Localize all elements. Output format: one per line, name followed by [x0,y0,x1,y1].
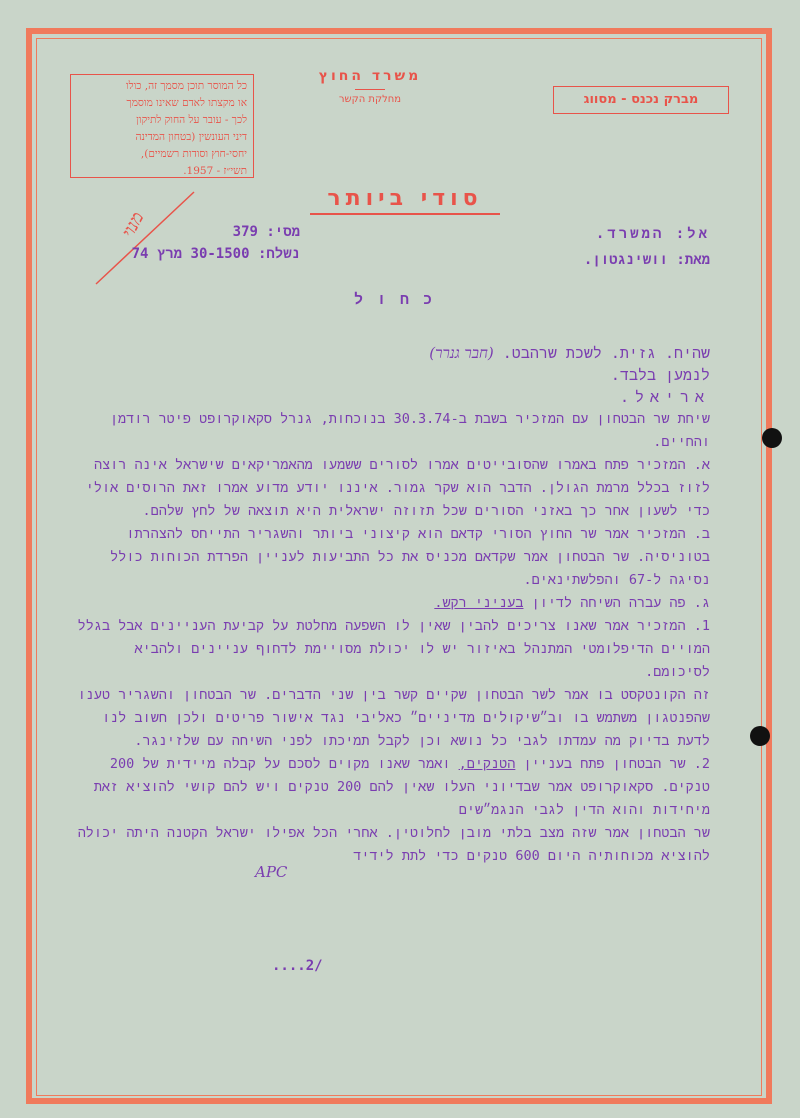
ministry-header [300,68,440,105]
distribution-block [429,342,710,408]
body-text-span: 2. שר הבטחון פתח בעניין [523,756,710,772]
distribution-line: לנמען בלבד. [610,366,710,384]
ministry-divider [355,89,385,90]
from-field: מאת: וושינגטון. [583,252,710,268]
legal-notice-line: דיני העונשין (בטחון המדינה [135,131,247,143]
classification-title: סודי ביותר [310,186,500,215]
distribution-typed: שהיח. גזית. לשכת שרהבט. [502,344,710,362]
legal-notice-line: לכך - עובר על החוק לתיקון [136,114,247,126]
cable-body [68,408,710,868]
body-text-span: ג. פה עברה השיחה לדיון [531,595,710,611]
body-paragraph [68,592,710,615]
handwritten-apc-note: APC [255,863,288,881]
underlined-term: הטנקים, [458,756,516,772]
body-paragraph: ב. המזכיר אמר שר החוץ הסורי קדאם הוא קיצוני ביותר והשגריר התייחס להצהרתו בטוניסיה. שר הבטחון אמר שקדאם מכניס את כל התביעות לעניין הפרדת הכוחות כולל נסיגה ל-67 והפלשתינאים. [110,526,710,588]
distribution-handwritten: (חבר גנרר) [429,344,494,362]
message-number: מסי: 379 [232,224,300,240]
underlined-term: בעניני רקש. [434,595,524,611]
distribution-line [429,342,710,364]
legal-notice-line: כל המוסר תוכן מסמך זה, כולו [125,80,247,92]
handwritten-mark-text: מנוי [117,208,149,242]
sent-timestamp: נשלח: 30-1500 מרץ 74 [131,246,300,262]
body-paragraph [68,753,710,822]
cable-type-box: מברק נכנס - מסווג [553,86,729,114]
priority-level: כחול [353,290,446,308]
legal-notice-box [70,74,254,178]
body-text-span: ואמר שאנו מקוים לסכם על קבלה מיידית של 200 טנקים. סקאוקרופט אמר שבדיוני העלו שאין להם 200 טנקים ויש להם קושי להוציא זאת מיחידות והוא הדין לגבי הנגמ״שים [93,756,710,818]
punch-hole [762,428,782,448]
legal-notice-line: יחסי-חוץ וסודות רשמיים), [140,148,247,160]
body-paragraph: א. המזכיר פתח באמרו שהסובייטים אמרו לסורים ששמעו מהאמריקאים שישראל אינה רוצה לזוז בכלל מרמת הגולן. הדבר הוא שקר גמור. איננו יודע מדוע אמרו זאת הרוסים אולי כדי לשעון אחר כך באזני הסורים שכל תזוזה ישראלית היא תוצאה של לחץ שלהם. [85,457,710,519]
legal-notice-line: או מקצתו לאדם שאינו מוסמך [126,97,247,109]
distribution-line: אריאל. [619,388,710,406]
to-field: אל: המשרד. [595,226,710,242]
body-paragraph: 1. המזכיר אמר שאנו צריכים להבין שאין לו השפעה מחלטת על קביעת העניינים אבל בגלל המויים הדיפלומטי המתנהל באיזור יש לו יכולת מסויימת לדחוף עניינים ולהביא לסיכומם. [77,618,710,680]
body-paragraph: שר הבטחון אמר שזה מצב בלתי מובן לחלוטין. אחרי הכל אפילו ישראל הקטנה היתה יכולה להוציא מכוחותיה היום 600 טנקים כדי לתת לידיד [77,825,710,864]
ministry-name: משרד החוץ [318,68,422,84]
punch-hole [750,726,770,746]
body-paragraph: זה הקונטקסט בו אמר לשר הבטחון שקיים קשר בין שני הדברים. שר הבטחון והשגריר טענו שהפנטגון משתמש בו וב״שיקולים מדיניים״ כאליבי נגד אישור פריטים ולכן חשוב לנו לדעת בדיוק מה עמדתו לגבי כל נושא וכן לקבל תמיכתו לפני השיחה עם שלזינגר. [77,687,710,749]
body-paragraph: שיחת שר הבטחון עם המזכיר בשבת ב-30.3.74 בנוכחות, גנרל סקאוקרופט פיטר רודמן והחיים. [109,411,710,450]
page-continuation: ....2/ [272,958,323,974]
legal-notice-line: תשי״ז - 1957. [183,165,247,177]
department-name: מחלקת הקשר [338,94,402,105]
